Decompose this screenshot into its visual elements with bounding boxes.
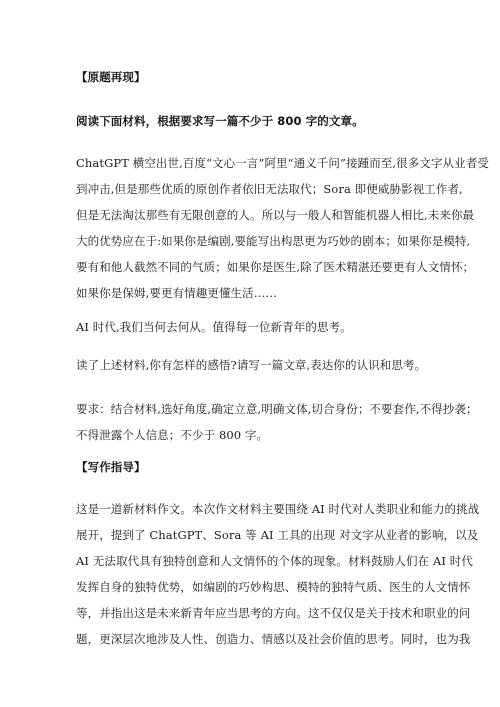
guidance-line: AI 无法取代具有独特创意和人文情怀的个体的现象。材料鼓励人们在 AI 时代: [76, 554, 473, 568]
material-line: 但是无法淘汰那些有无限创意的人。所以与一般人和智能机器人相比,未来你最: [76, 208, 475, 222]
prompt-text: 读了上述材料,你有怎样的感悟?请写一篇文章,表达你的认识和思考。: [76, 358, 427, 372]
guidance-line: 这是一道新材料作文。本次作文材料主要围绕 AI 时代对人类职业和能力的挑战: [76, 502, 480, 516]
instruction-text: 阅读下面材料，根据要求写一篇不少于 800 字的文章。: [76, 114, 364, 128]
requirements-paragraph: [76, 396, 478, 448]
guidance-line: 展开，提到了 ChatGPT、Sora 等 AI 工具的出现 对文字从业者的影响，以及: [76, 528, 479, 542]
guidance-line: 等，并指出这是未来新青年应当思考的方向。这不仅仅是关于技术和职业的问: [76, 606, 471, 620]
material-line: 大的优势应在于:如果你是编剧,要能写出构思更为巧妙的剧本；如果你是模特,: [76, 234, 471, 248]
material-line: 要有和他人截然不同的气质；如果你是医生,除了医术精湛还要更有人文情怀；: [76, 260, 475, 274]
material-line: 如果你是保姆,要更有情趣更懂生活……: [76, 286, 277, 300]
requirement-line: 不得泄露个人信息；不少于 800 字。: [76, 428, 269, 442]
guidance-line: 发挥自身的独特优势，如编剧的巧妙构思、模特的独特气质、医生的人文情怀: [76, 580, 471, 594]
requirement-line: 要求：结合材料,选好角度,确定立意,明确文体,切合身份；不要套作,不得抄袭；: [76, 402, 478, 416]
guidance-line: 题，更深层次地涉及人性、创造力、情感以及社会价值的思考。同时，也为我: [76, 632, 471, 646]
material-line: 到冲击,但是那些优质的原创作者依旧无法取代；Sora 即便威胁影视工作者,: [76, 182, 463, 196]
guidance-paragraph: [76, 496, 480, 652]
material-line: ChatGPT 横空出世,百度“文心一言”阿里“通义千问”接踵而至,很多文字从业者受: [76, 156, 489, 170]
section-heading-writing-guidance: 【写作指导】: [76, 460, 146, 474]
material-paragraph: [76, 150, 489, 306]
section-heading-original-question: 【原题再现】: [76, 70, 146, 84]
question-text: AI 时代,我们当何去何从。值得每一位新青年的思考。: [76, 320, 352, 334]
